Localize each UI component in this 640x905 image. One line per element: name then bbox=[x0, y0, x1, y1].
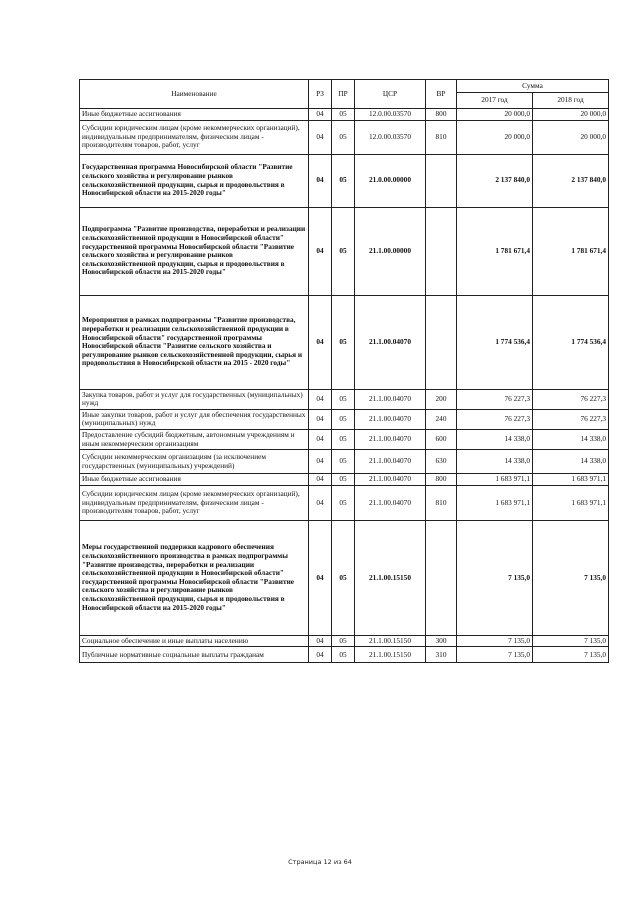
row-sum-2018: 1 683 971,1 bbox=[533, 474, 609, 486]
row-pr: 05 bbox=[332, 450, 355, 474]
header-csr: ЦСР bbox=[355, 80, 426, 109]
row-rz: 04 bbox=[309, 485, 332, 520]
row-sum-2018: 7 135,0 bbox=[533, 635, 609, 647]
row-name: Субсидии юридическим лицам (кроме некоммерческих организаций), индивидуальным предпринимателям, физическим лицам - производителям товаров, работ, услуг bbox=[80, 120, 309, 154]
row-pr: 05 bbox=[332, 485, 355, 520]
row-rz: 04 bbox=[309, 109, 332, 121]
row-pr: 05 bbox=[332, 207, 355, 295]
row-name: Публичные нормативные социальные выплаты гражданам bbox=[80, 647, 309, 663]
header-2018: 2018 год bbox=[533, 93, 609, 109]
row-vr: 200 bbox=[426, 389, 457, 409]
row-pr: 05 bbox=[332, 520, 355, 635]
row-sum-2018: 14 338,0 bbox=[533, 430, 609, 450]
row-rz: 04 bbox=[309, 154, 332, 207]
row-name: Иные закупки товаров, работ и услуг для обеспечения государственных (муниципальных) нужд bbox=[80, 409, 309, 429]
row-rz: 04 bbox=[309, 207, 332, 295]
row-vr: 630 bbox=[426, 450, 457, 474]
row-vr bbox=[426, 295, 457, 389]
row-sum-2018: 14 338,0 bbox=[533, 450, 609, 474]
table-row bbox=[80, 120, 609, 154]
row-vr: 800 bbox=[426, 474, 457, 486]
row-sum-2017: 1 781 671,4 bbox=[457, 207, 533, 295]
row-sum-2017: 2 137 840,0 bbox=[457, 154, 533, 207]
row-pr: 05 bbox=[332, 295, 355, 389]
row-rz: 04 bbox=[309, 120, 332, 154]
row-vr: 810 bbox=[426, 120, 457, 154]
table-row bbox=[80, 295, 609, 389]
row-name: Субсидии юридическим лицам (кроме некоммерческих организаций), индивидуальным предпринимателям, физическим лицам - производителям товаров, работ, услуг bbox=[80, 485, 309, 520]
row-pr: 05 bbox=[332, 389, 355, 409]
row-sum-2018: 1 781 671,4 bbox=[533, 207, 609, 295]
row-sum-2017: 1 683 971,1 bbox=[457, 474, 533, 486]
row-name: Иные бюджетные ассигнования bbox=[80, 474, 309, 486]
row-vr bbox=[426, 154, 457, 207]
row-name: Подпрограмма "Развитие производства, переработки и реализации сельскохозяйственной продукции в Новосибирской области" государственной программы Новосибирской области "Развитие сельского хозяйства и регулирование рынков сельскохозяйственной продукции, сырья и продовольствия в Новосибирской области на 2015-2020 годы" bbox=[80, 207, 309, 295]
row-csr: 21.1.00.04070 bbox=[355, 474, 426, 486]
row-csr: 21.1.00.04070 bbox=[355, 409, 426, 429]
row-csr: 21.1.00.04070 bbox=[355, 389, 426, 409]
row-rz: 04 bbox=[309, 430, 332, 450]
row-csr: 21.1.00.15150 bbox=[355, 647, 426, 663]
row-pr: 05 bbox=[332, 409, 355, 429]
row-pr: 05 bbox=[332, 430, 355, 450]
row-pr: 05 bbox=[332, 635, 355, 647]
row-name: Меры государственной поддержки кадрового обеспечения сельскохозяйственного производства в рамках подпрограммы "Развитие производства, переработки и реализации сельскохозяйственной продукции в Новосибирской области" государственной программы Новосибирской области "Развитие сельского хозяйства и регулирование рынков сельскохозяйственной продукции, сырья и продовольствия в Новосибирской области на 2015-2020 годы" bbox=[80, 520, 309, 635]
row-sum-2018: 76 227,3 bbox=[533, 409, 609, 429]
table-row bbox=[80, 409, 609, 429]
row-pr: 05 bbox=[332, 474, 355, 486]
row-sum-2017: 7 135,0 bbox=[457, 647, 533, 663]
row-csr: 21.1.00.04070 bbox=[355, 450, 426, 474]
row-name: Предоставление субсидий бюджетным, автономным учреждениям и иным некоммерческим организациям bbox=[80, 430, 309, 450]
row-sum-2017: 14 338,0 bbox=[457, 430, 533, 450]
row-name: Мероприятия в рамках подпрограммы "Развитие производства, переработки и реализации сельскохозяйственной продукции в Новосибирской области" государственной программы Новосибирской области "Развитие сельского хозяйства и регулирование рынков сельскохозяйственной продукции, сырья и продовольствия в Новосибирской области на 2015 - 2020 годы" bbox=[80, 295, 309, 389]
row-sum-2017: 14 338,0 bbox=[457, 450, 533, 474]
table-row bbox=[80, 389, 609, 409]
table-body bbox=[80, 109, 609, 663]
header-vr: ВР bbox=[426, 80, 457, 109]
row-pr: 05 bbox=[332, 154, 355, 207]
table-row bbox=[80, 635, 609, 647]
row-rz: 04 bbox=[309, 295, 332, 389]
row-rz: 04 bbox=[309, 450, 332, 474]
row-csr: 21.1.00.15150 bbox=[355, 635, 426, 647]
row-csr: 21.1.00.04070 bbox=[355, 295, 426, 389]
budget-table bbox=[79, 79, 609, 663]
row-sum-2017: 20 000,0 bbox=[457, 109, 533, 121]
row-sum-2018: 76 227,3 bbox=[533, 389, 609, 409]
row-rz: 04 bbox=[309, 647, 332, 663]
row-rz: 04 bbox=[309, 474, 332, 486]
row-sum-2017: 76 227,3 bbox=[457, 409, 533, 429]
row-sum-2018: 1 683 971,1 bbox=[533, 485, 609, 520]
row-rz: 04 bbox=[309, 635, 332, 647]
table-row bbox=[80, 450, 609, 474]
row-vr: 600 bbox=[426, 430, 457, 450]
row-csr: 21.1.00.00000 bbox=[355, 207, 426, 295]
table-row bbox=[80, 485, 609, 520]
row-csr: 12.0.00.03570 bbox=[355, 120, 426, 154]
row-sum-2018: 7 135,0 bbox=[533, 520, 609, 635]
row-csr: 12.0.00.03570 bbox=[355, 109, 426, 121]
row-name: Закупка товаров, работ и услуг для государственных (муниципальных) нужд bbox=[80, 389, 309, 409]
table-row bbox=[80, 109, 609, 121]
row-sum-2017: 20 000,0 bbox=[457, 120, 533, 154]
row-name: Социальное обеспечение и иные выплаты населению bbox=[80, 635, 309, 647]
row-pr: 05 bbox=[332, 109, 355, 121]
table-row bbox=[80, 207, 609, 295]
header-name: Наименование bbox=[80, 80, 309, 109]
row-csr: 21.0.00.00000 bbox=[355, 154, 426, 207]
table-row bbox=[80, 474, 609, 486]
row-csr: 21.1.00.04070 bbox=[355, 485, 426, 520]
row-vr: 300 bbox=[426, 635, 457, 647]
row-pr: 05 bbox=[332, 647, 355, 663]
row-rz: 04 bbox=[309, 389, 332, 409]
row-vr bbox=[426, 207, 457, 295]
row-csr: 21.1.00.04070 bbox=[355, 430, 426, 450]
row-name: Субсидии некоммерческим организациям (за исключением государственных (муниципальных) учреждений) bbox=[80, 450, 309, 474]
row-sum-2018: 1 774 536,4 bbox=[533, 295, 609, 389]
header-2017: 2017 год bbox=[457, 93, 533, 109]
header-pr: ПР bbox=[332, 80, 355, 109]
row-vr: 310 bbox=[426, 647, 457, 663]
row-vr: 240 bbox=[426, 409, 457, 429]
row-sum-2017: 7 135,0 bbox=[457, 635, 533, 647]
row-sum-2018: 20 000,0 bbox=[533, 120, 609, 154]
row-sum-2017: 1 774 536,4 bbox=[457, 295, 533, 389]
row-sum-2018: 7 135,0 bbox=[533, 647, 609, 663]
table-row bbox=[80, 520, 609, 635]
header-sum: Сумма bbox=[457, 80, 609, 93]
row-rz: 04 bbox=[309, 520, 332, 635]
row-vr bbox=[426, 520, 457, 635]
row-csr: 21.1.00.15150 bbox=[355, 520, 426, 635]
row-sum-2017: 76 227,3 bbox=[457, 389, 533, 409]
row-sum-2017: 7 135,0 bbox=[457, 520, 533, 635]
page-footer: Страница 12 из 64 bbox=[288, 858, 352, 866]
header-rz: РЗ bbox=[309, 80, 332, 109]
row-sum-2018: 20 000,0 bbox=[533, 109, 609, 121]
row-sum-2017: 1 683 971,1 bbox=[457, 485, 533, 520]
row-name: Государственная программа Новосибирской области "Развитие сельского хозяйства и регулирование рынков сельскохозяйственной продукции, сырья и продовольствия в Новосибирской области на 2015-2020 годы" bbox=[80, 154, 309, 207]
row-vr: 800 bbox=[426, 109, 457, 121]
row-sum-2018: 2 137 840,0 bbox=[533, 154, 609, 207]
row-vr: 810 bbox=[426, 485, 457, 520]
table-row bbox=[80, 154, 609, 207]
table-row bbox=[80, 647, 609, 663]
row-rz: 04 bbox=[309, 409, 332, 429]
row-name: Иные бюджетные ассигнования bbox=[80, 109, 309, 121]
table-row bbox=[80, 430, 609, 450]
row-pr: 05 bbox=[332, 120, 355, 154]
